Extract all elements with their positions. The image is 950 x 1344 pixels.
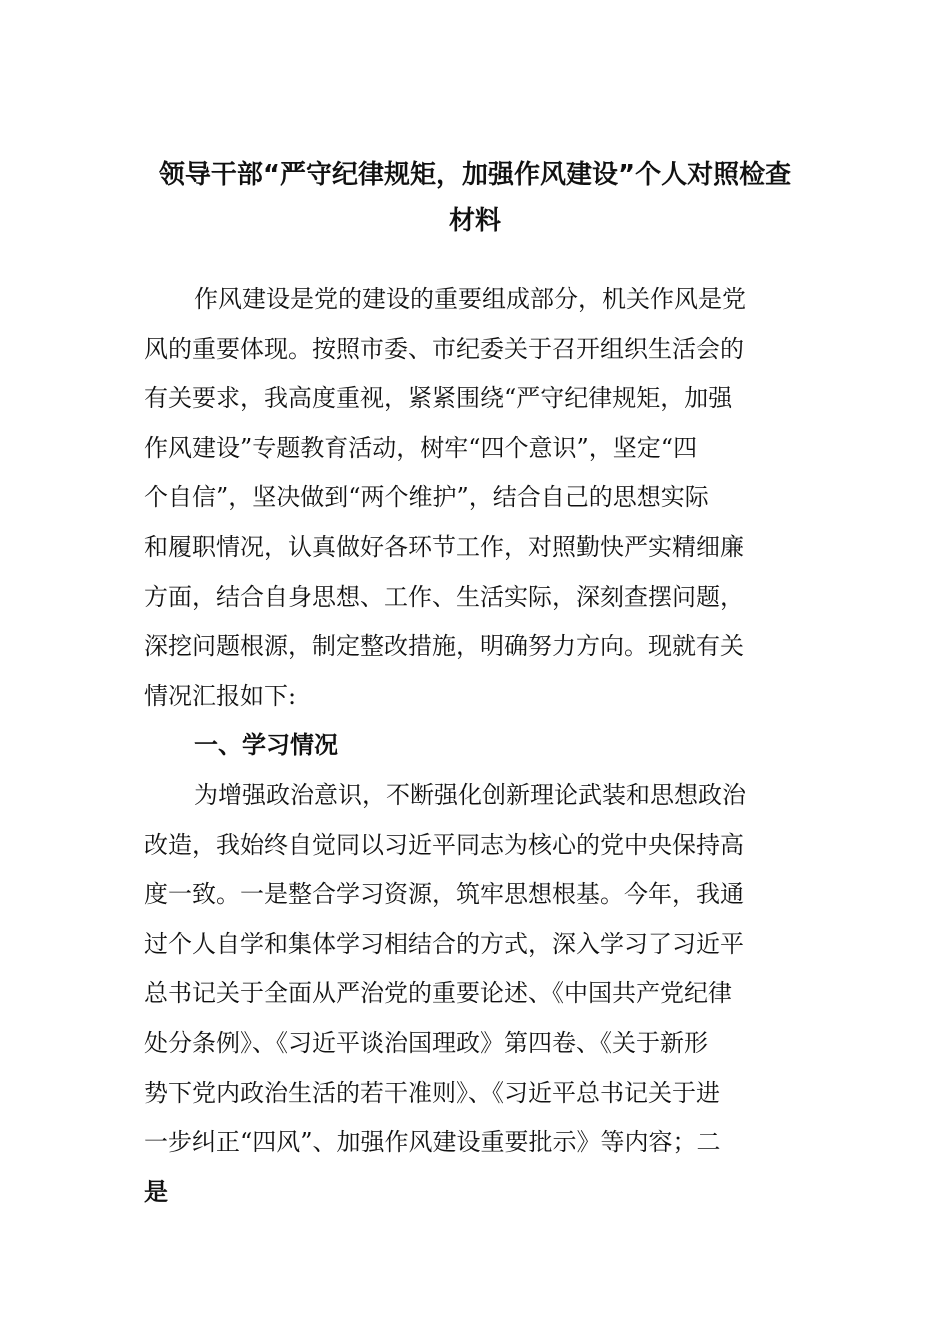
paragraph-line: 是	[144, 1177, 168, 1206]
paragraph-line: 作风建设是党的建设的重要组成部分，机关作风是党	[194, 285, 746, 313]
section-paragraph	[144, 771, 809, 1217]
paragraph-line: 深挖问题根源，制定整改措施，明确努力方向。现就有关	[144, 632, 744, 661]
paragraph-line: 有关要求，我高度重视，紧紧围绕“严守纪律规矩，加强	[144, 384, 733, 413]
paragraph-text: 整合学习资源，筑牢思想根基。今年，我通	[288, 880, 744, 909]
title-line-1: 领导干部“严守纪律规矩，加强作风建设”个人对照检查	[158, 160, 792, 190]
paragraph-line: 势下党内政治生活的若干准则》、《习近平总书记关于进	[144, 1078, 720, 1107]
document-title	[140, 152, 810, 244]
paragraph-line: 一步纠正“四风”、加强作风建设重要批示》等内容；二	[144, 1128, 721, 1157]
paragraph-line: 为增强政治意识，不断强化创新理论武装和思想政治	[194, 780, 746, 809]
paragraph-line: 改造，我始终自觉同以习近平同志为核心的党中央保持高	[144, 830, 744, 859]
document-body	[144, 275, 809, 1217]
paragraph-line: 处分条例》、《习近平谈治国理政》第四卷、《关于新形	[144, 1028, 708, 1057]
paragraph-text: 度一致。一是	[144, 880, 288, 909]
title-line-2: 材料	[448, 206, 501, 236]
paragraph-line: 作风建设”专题教育活动，树牢“四个意识”，坚定“四	[144, 433, 698, 462]
paragraph-line: 过个人自学和集体学习相结合的方式，深入学习了习近平	[144, 929, 744, 958]
paragraph-line	[144, 870, 809, 920]
paragraph-line: 方面，结合自身思想、工作、生活实际，深刻查摆问题，	[144, 582, 744, 611]
paragraph-line: 和履职情况，认真做好各环节工作，对照勤快严实精细廉	[144, 532, 744, 561]
paragraph-line: 个自信”，坚决做到“两个维护”，结合自己的思想实际	[144, 483, 709, 512]
paragraph-line: 情况汇报如下:	[144, 681, 297, 710]
section-heading: 一、学习情况	[194, 731, 338, 760]
paragraph-line: 风的重要体现。按照市委、市纪委关于召开组织生活会的	[144, 334, 744, 363]
intro-paragraph	[144, 275, 809, 721]
paragraph-line: 总书记关于全面从严治党的重要论述、《中国共产党纪律	[144, 979, 732, 1008]
